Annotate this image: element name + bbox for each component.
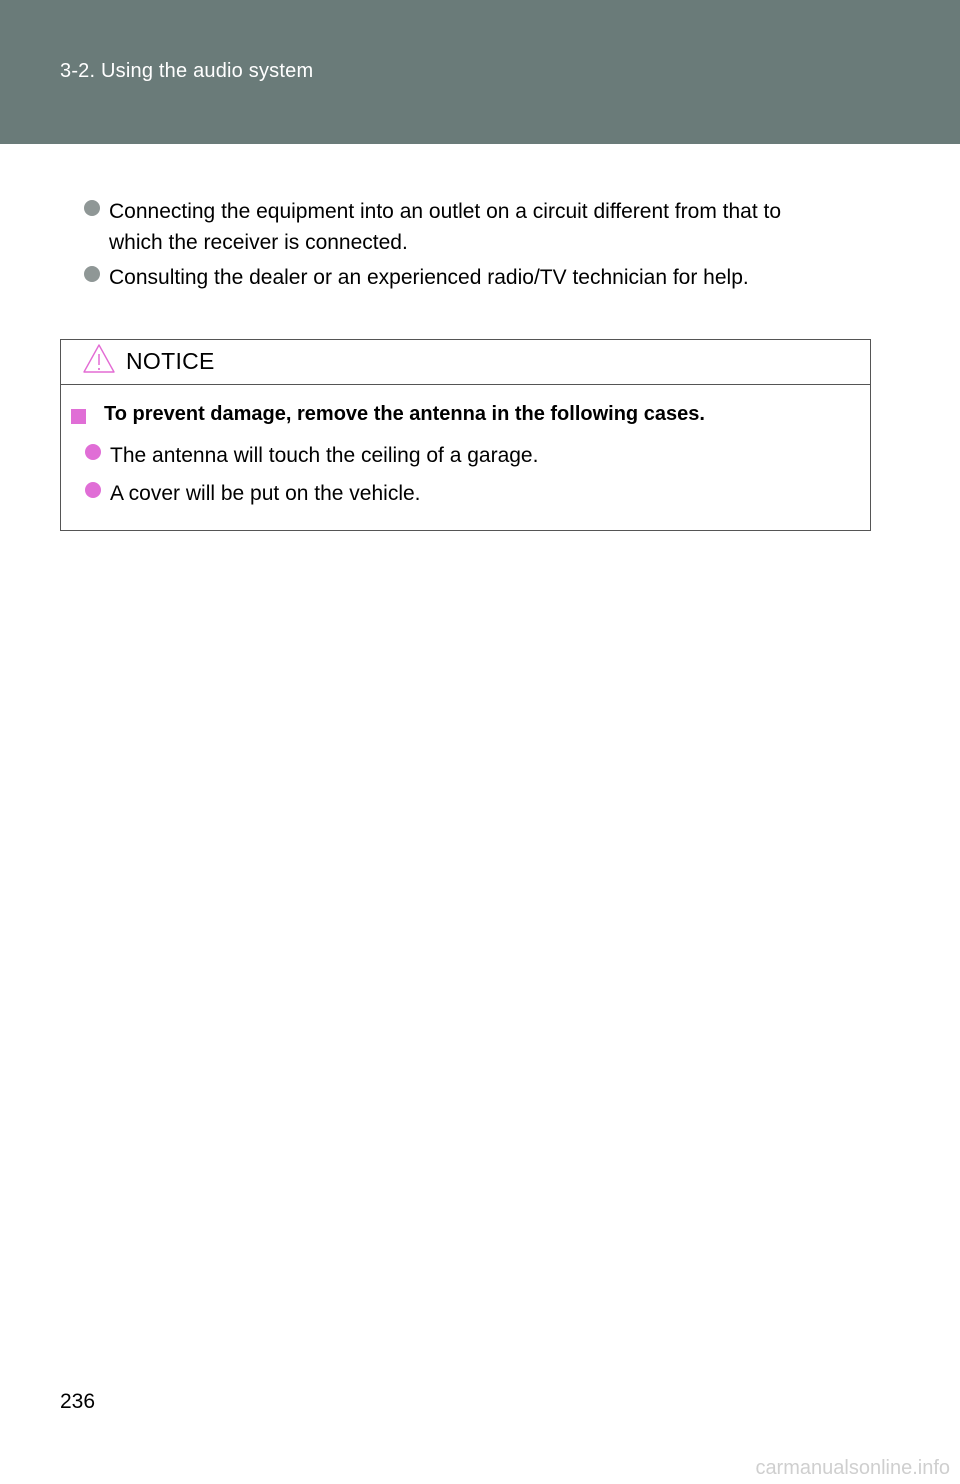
page-number: 236	[60, 1390, 96, 1413]
bullet-line: Consulting the dealer or an experienced radio/TV technician for help.	[109, 266, 749, 289]
notice-item-text: A cover will be put on the vehicle.	[110, 482, 421, 505]
header-band	[0, 0, 960, 144]
notice-box	[60, 339, 871, 531]
notice-heading: To prevent damage, remove the antenna in the following cases.	[104, 403, 705, 425]
circle-bullet-icon	[85, 444, 101, 460]
notice-item-text: The antenna will touch the ceiling of a garage.	[110, 444, 539, 467]
square-bullet-icon	[71, 409, 86, 424]
circle-bullet-icon	[84, 266, 100, 282]
bullet-line: which the receiver is connected.	[109, 231, 408, 254]
notice-header	[61, 340, 870, 385]
watermark: carmanualsonline.info	[755, 1457, 950, 1479]
notice-label: NOTICE	[126, 348, 215, 374]
bullet-text	[109, 196, 889, 258]
bullet-line: Connecting the equipment into an outlet on a circuit different from that to	[109, 200, 782, 223]
circle-bullet-icon	[84, 200, 100, 216]
bullet-text	[109, 262, 889, 293]
circle-bullet-icon	[85, 482, 101, 498]
warning-triangle-icon	[81, 341, 117, 377]
section-title: 3-2. Using the audio system	[60, 60, 314, 82]
